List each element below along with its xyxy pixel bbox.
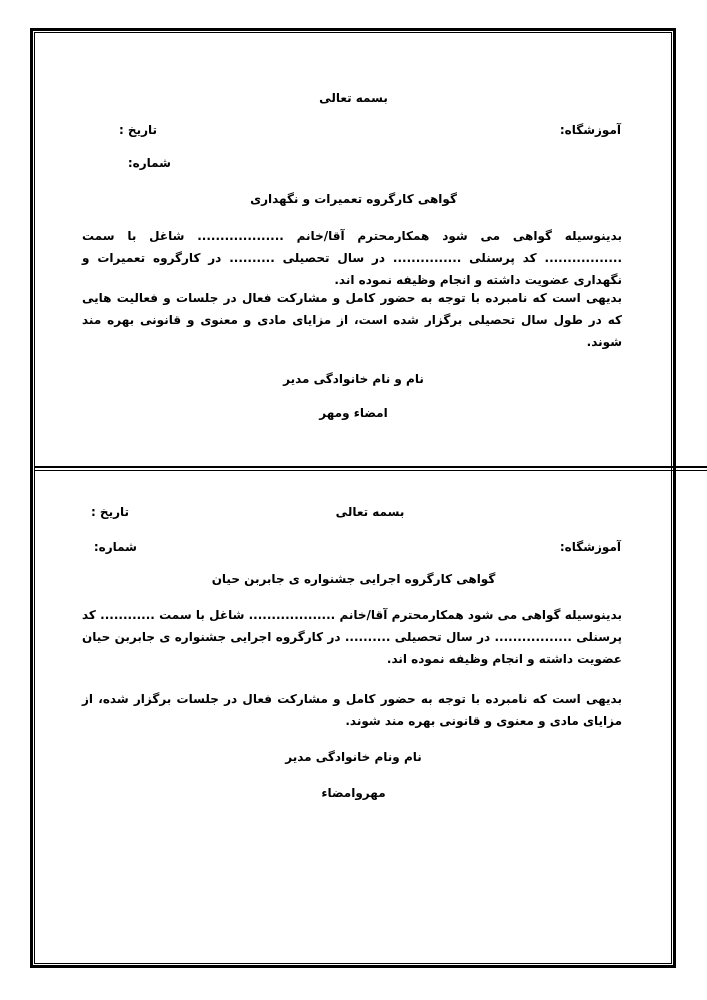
form1-basmala: بسمه تعالی	[319, 91, 388, 105]
form1-number-label: شماره:	[127, 156, 171, 170]
form1-principal-name-label: نام و نام خانوادگی مدیر	[283, 372, 424, 386]
form2-signature-label: مهروامضاء	[321, 786, 386, 800]
form1-body-paragraph-1: بدینوسیله گواهی می شود همکارمحترم آقا/خانم ................... شاغل با سمت ................. کد پرسنلی ............... در سال تحصیلی .......... در کارگروه تعمیرات و نگهداری عضویت داشته و انجام وظیفه نموده اند.	[82, 229, 622, 287]
page-inner-border	[34, 32, 672, 964]
form1-school-label: آموزشگاه:	[559, 123, 621, 137]
form2-body-paragraph-1: بدینوسیله گواهی می شود همکارمحترم آقا/خانم ................... شاغل با سمت ............ کد پرسنلی ................. در سال تحصیلی .......... در کارگروه اجرایی جشنواره ی جابربن حیان عضویت داشته و انجام وظیفه نموده اند.	[82, 608, 622, 666]
form2-principal-name-label: نام ونام خانوادگی مدیر	[285, 750, 422, 764]
form2-basmala: بسمه تعالی	[335, 505, 405, 519]
form2-title: گواهی کارگروه اجرایی جشنواره ی جابربن حیان	[211, 572, 496, 586]
form1-date-label: تاریخ :	[118, 123, 157, 137]
form2-date-label: تاریخ :	[90, 505, 129, 519]
form1-signature-label: امضاء ومهر	[319, 406, 388, 420]
form2-number-label: شماره:	[93, 540, 137, 554]
form2-body-paragraph-2: بدیهی است که نامبرده با توجه به حضور کامل و مشارکت فعال در جلسات برگزار شده، از مزایای مادی و معنوی و قانونی بهره مند شوند.	[82, 692, 622, 728]
section-divider	[34, 466, 707, 471]
form1-body-paragraph-2: بدیهی است که نامبرده با توجه به حضور کامل و مشارکت فعال در جلسات و فعالیت هایی که در طول سال تحصیلی برگزار شده است، از مزایای مادی و معنوی و قانونی بهره مند شوند.	[82, 291, 622, 349]
form2-school-label: آموزشگاه:	[559, 540, 621, 554]
form1-title: گواهی کارگروه تعمیرات و نگهداری	[250, 192, 457, 206]
